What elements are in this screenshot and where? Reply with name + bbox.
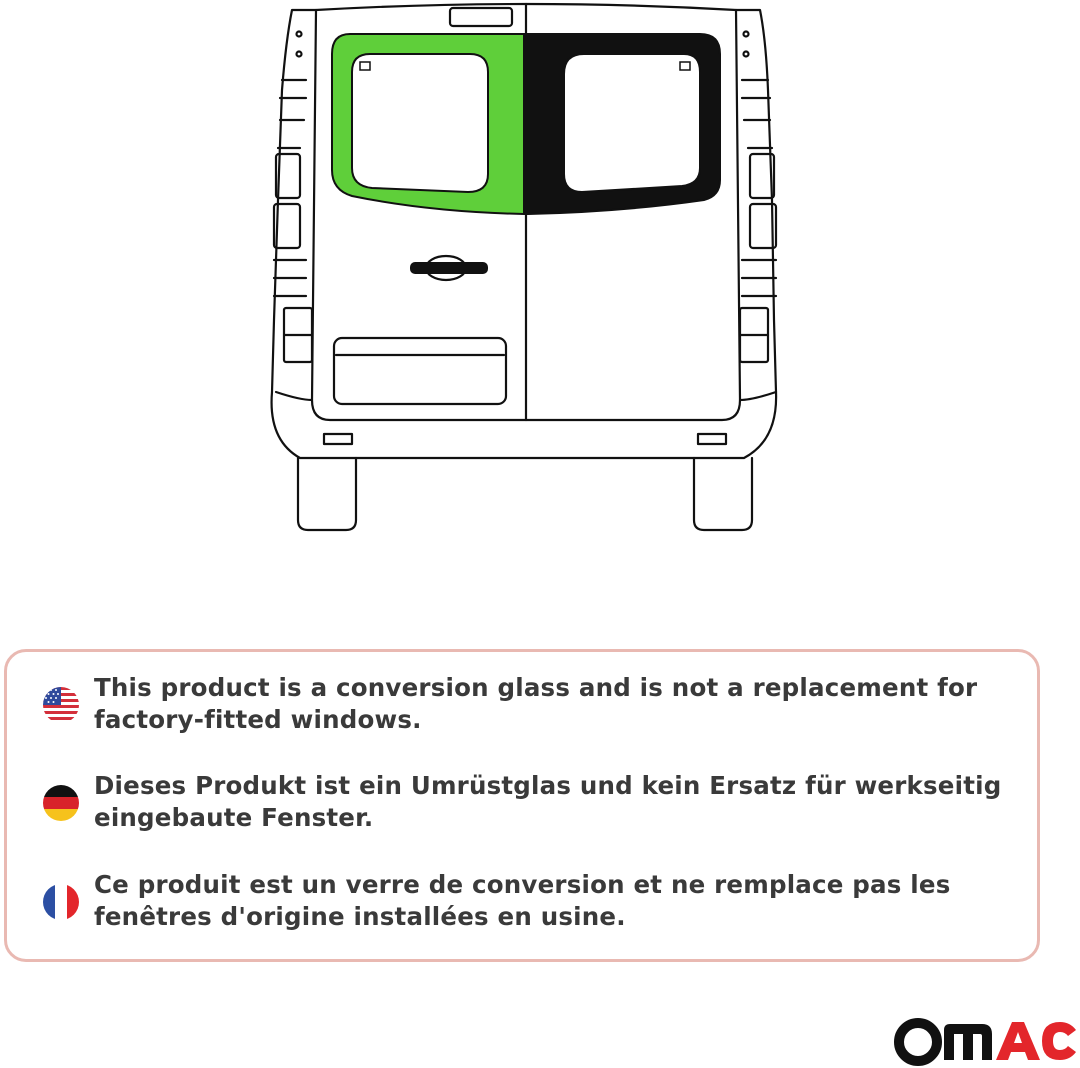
omac-logo [894, 1012, 1078, 1066]
us-flag-icon [42, 686, 80, 724]
left-reflector [324, 434, 352, 444]
door-handle [410, 262, 488, 274]
notice-text-french: Ce produit est un verre de conversion et ne remplace pas les fenêtres d'origine installées en usine. [94, 870, 951, 931]
notice-text-english: This product is a conversion glass and is not a replacement for factory-fitted windows. [94, 673, 978, 734]
left-wheel [298, 458, 356, 530]
licence-plate-area [334, 338, 506, 404]
german-flag-icon [42, 784, 80, 822]
notice-text-german: Dieses Produkt ist ein Umrüstglas und kein Ersatz für werkseitig eingebaute Fenster. [94, 771, 1002, 832]
french-flag-icon [42, 883, 80, 921]
right-wheel [694, 458, 752, 530]
right-reflector [698, 434, 726, 444]
notice-box [4, 649, 1040, 962]
